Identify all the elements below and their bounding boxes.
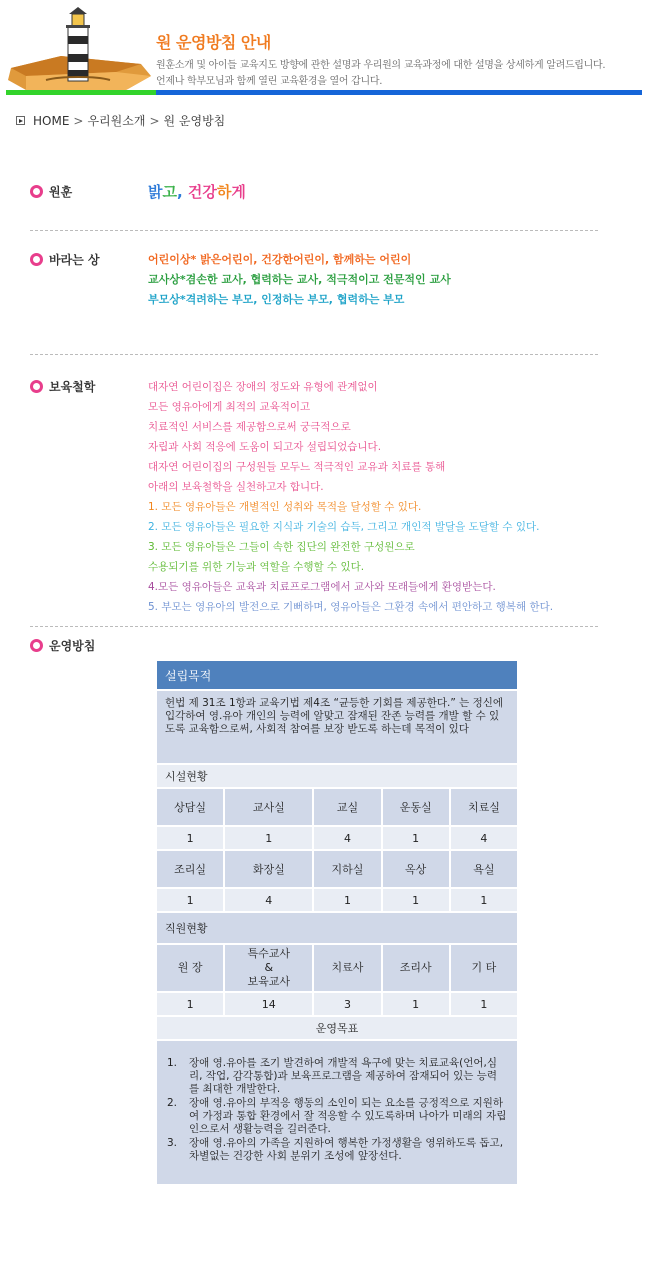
goal-number: 3.	[167, 1137, 178, 1149]
vision-child: 어린이상* 밝은어린이, 건강한어린이, 함께하는 어린이	[148, 253, 412, 266]
section-divider	[30, 354, 598, 355]
page-description-line-2: 언제나 학부모님과 함께 열린 교육환경을 열어 갑니다.	[156, 76, 383, 87]
table-header-cell: 치료실	[450, 788, 518, 826]
table-value-cell: 1	[156, 826, 224, 850]
lighthouse-illustration	[6, 6, 156, 94]
table-header-cell: 운동실	[382, 788, 450, 826]
table-header-cell: 조리실	[156, 850, 224, 888]
section-heading-operation	[30, 637, 95, 654]
section-divider	[30, 230, 598, 231]
motto-part: 건강	[187, 183, 217, 201]
philosophy-line: 아래의 보육철학을 실천하고자 합니다.	[148, 481, 324, 493]
table-title-purpose: 설립목적	[156, 660, 518, 690]
motto-part: 하	[216, 183, 232, 201]
section-heading-label: 바라는 상	[49, 253, 100, 267]
philosophy-line: 모든 영유아에게 최적의 교육적이고	[148, 401, 311, 413]
motto-part: 게	[231, 183, 246, 201]
goal-number: 2.	[167, 1097, 178, 1109]
arrow-box-icon	[16, 116, 25, 125]
goal-item	[167, 1057, 507, 1096]
breadcrumb-level1[interactable]: 우리원소개	[87, 114, 146, 128]
page-description-line-1: 원훈소개 및 아이들 교육지도 방향에 관한 설명과 우리원의 교육과정에 대한 설명을 상세하게 알려드립니다.	[156, 60, 606, 71]
table-value-cell: 4	[313, 826, 381, 850]
section-divider	[30, 626, 598, 627]
section-heading-motto	[30, 183, 72, 200]
table-value-cell: 1	[313, 888, 381, 912]
philosophy-line: 대자연 어린이집의 구성원들 모두느 적극적인 교유과 치료를 통해	[148, 461, 446, 473]
section-heading-label: 운영방침	[49, 639, 96, 653]
table-value-cell: 14	[224, 992, 313, 1016]
ring-icon	[30, 380, 43, 393]
table-subtitle-facilities: 시설현황	[156, 764, 518, 788]
breadcrumb-level2[interactable]: 원 운영방침	[163, 114, 226, 128]
table-value-cell: 1	[382, 888, 450, 912]
table-goals-list	[156, 1040, 518, 1185]
goal-text: 장애 영.유아의 가족을 지원하여 행복한 가정생활을 영위하도록 돕고, 차별없는 건강한 사회 분위기 조성에 앞장선다.	[189, 1137, 504, 1162]
motto-part: ,	[177, 183, 188, 201]
motto-part: 밝	[148, 183, 163, 201]
header-bar-blue	[156, 90, 642, 95]
table-header-cell: 원 장	[156, 944, 224, 992]
philosophy-line: 수용되기를 위한 기능과 역할을 수행할 수 있다.	[148, 561, 365, 573]
vision-parent: 부모상*격려하는 부모, 인정하는 부모, 협력하는 부모	[148, 293, 405, 306]
goal-text: 장애 영.유아를 조기 발견하여 개발적 욕구에 맞는 치료교육(언어,심리, 작업, 감각통합)과 보육프로그램을 제공하여 잠재되어 있는 능력를 최대한 개발한다.	[189, 1057, 497, 1095]
goal-item	[167, 1097, 507, 1136]
table-header-cell: 화장실	[224, 850, 313, 888]
table-header-cell: 욕실	[450, 850, 518, 888]
vision-teacher: 교사상*겸손한 교사, 협력하는 교사, 적극적이고 전문적인 교사	[148, 273, 451, 286]
table-value-cell: 1	[382, 992, 450, 1016]
table-purpose-text: 헌법 제 31조 1항과 교육기법 제4조 “균등한 기회를 제공한다.” 는 정신에 입각하여 영.유아 개인의 능력에 알맞고 잠재된 잔존 능력를 개발 할 수 있도록 교육함으로써, 사회적 참여를 보장 받도록 하는데 목적이 있다	[156, 690, 518, 764]
table-value-cell: 3	[313, 992, 381, 1016]
page-header	[0, 0, 654, 100]
table-value-cell: 1	[224, 826, 313, 850]
breadcrumb-home[interactable]: HOME	[33, 113, 70, 128]
breadcrumb	[16, 112, 225, 129]
table-subtitle-staff: 직원현황	[156, 912, 518, 944]
motto-text	[148, 181, 246, 202]
table-value-cell: 1	[156, 992, 224, 1016]
table-header-cell: 치료사	[313, 944, 381, 992]
section-heading-label: 원훈	[49, 185, 73, 199]
table-value-cell: 1	[156, 888, 224, 912]
table-header-cell: 교실	[313, 788, 381, 826]
philosophy-line: 대자연 어린이집은 장애의 정도와 유형에 관계없이	[148, 381, 378, 393]
page-title: 원 운영방침 안내	[156, 33, 271, 52]
breadcrumb-separator: >	[73, 113, 84, 128]
section-heading-label: 보육철학	[49, 380, 96, 394]
operation-table	[156, 660, 518, 1185]
table-header-cell: 상담실	[156, 788, 224, 826]
table-value-cell: 1	[450, 992, 518, 1016]
section-heading-vision	[30, 251, 100, 268]
philosophy-line: 1. 모든 영유아들은 개별적인 성취와 목적을 달성할 수 있다.	[148, 501, 422, 513]
philosophy-line: 5. 부모는 영유아의 발전으로 기뻐하며, 영유아들은 그환경 속에서 편안하고 행복해 한다.	[148, 601, 554, 613]
table-header-cell: 교사실	[224, 788, 313, 826]
philosophy-line: 4.모든 영유아들은 교육과 치료프로그램에서 교사와 또래들에게 환영받는다.	[148, 581, 496, 593]
goal-text: 장애 영.유아의 부적응 행동의 소인이 되는 요소를 긍정적으로 지원하여 가정과 통합 환경에서 잘 적응할 수 있도록하며 나아가 미래의 자립인으로서 생활능력을 길러준다.	[189, 1097, 507, 1135]
philosophy-line: 치료적인 서비스를 제공함으로써 궁극적으로	[148, 421, 351, 433]
ring-icon	[30, 253, 43, 266]
header-bar-green	[6, 90, 156, 95]
philosophy-line: 3. 모든 영유아들은 그들이 속한 집단의 완전한 구성원으로	[148, 541, 415, 553]
table-header-cell: 옥상	[382, 850, 450, 888]
section-heading-philosophy	[30, 378, 95, 395]
ring-icon	[30, 185, 43, 198]
philosophy-line: 자립과 사회 적응에 도움이 되고자 설립되었습니다.	[148, 441, 382, 453]
table-header-cell: 특수교사 & 보육교사	[224, 944, 313, 992]
goal-number: 1.	[167, 1057, 178, 1069]
table-subtitle-goals: 운영목표	[156, 1016, 518, 1040]
goal-item	[167, 1137, 507, 1163]
table-header-cell: 지하실	[313, 850, 381, 888]
table-value-cell: 4	[450, 826, 518, 850]
philosophy-line: 2. 모든 영유아들은 필요한 지식과 기술의 습득, 그리고 개인적 발달을 도달할 수 있다.	[148, 521, 540, 533]
breadcrumb-separator: >	[149, 113, 160, 128]
table-header-cell: 조리사	[382, 944, 450, 992]
table-value-cell: 4	[224, 888, 313, 912]
motto-part: 고	[162, 183, 177, 201]
table-value-cell: 1	[450, 888, 518, 912]
ring-icon	[30, 639, 43, 652]
table-value-cell: 1	[382, 826, 450, 850]
table-header-cell: 기 타	[450, 944, 518, 992]
